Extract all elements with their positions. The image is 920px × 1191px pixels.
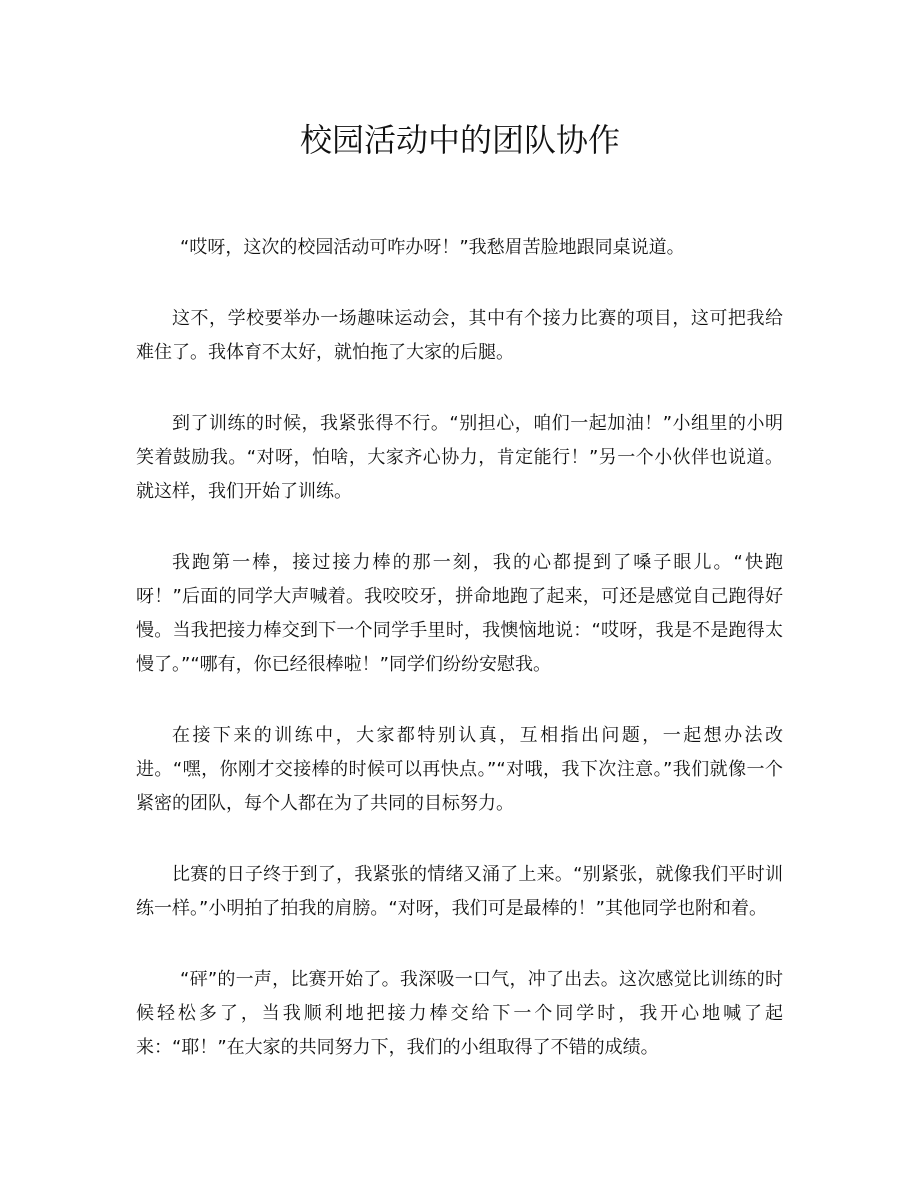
paragraph-6: 比赛的日子终于到了，我紧张的情绪又涌了上来。“别紧张，就像我们平时训练一样。”小明拍了拍我的肩膀。“对呀，我们可是最棒的！”其他同学也附和着。 (136, 864, 783, 919)
paragraph-7: “砰”的一声，比赛开始了。我深吸一口气，冲了出去。这次感觉比训练的时候轻松多了，当我顺利地把接力棒交给下一个同学时，我开心地喊了起来：“耶！”在大家的共同努力下，我们的小组取得了不错的成绩。 (136, 969, 783, 1058)
document-body (136, 231, 783, 1102)
paragraph-4: 我跑第一棒，接过接力棒的那一刻，我的心都提到了嗓子眼儿。“快跑呀！”后面的同学大声喊着。我咬咬牙，拼命地跑了起来，可还是感觉自己跑得好慢。当我把接力棒交到下一个同学手里时，我懊恼地说：“哎呀，我是不是跑得太慢了。”“哪有，你已经很棒啦！”同学们纷纷安慰我。 (136, 552, 783, 675)
document-title: 校园活动中的团队协作 (299, 121, 620, 159)
paragraph-5: 在接下来的训练中，大家都特别认真，互相指出问题，一起想办法改进。“嘿，你刚才交接棒的时候可以再快点。”“对哦，我下次注意。”我们就像一个紧密的团队，每个人都在为了共同的目标努力。 (136, 725, 783, 814)
paragraph-1: “哎呀，这次的校园活动可咋办呀！”我愁眉苦脸地跟同桌说道。 (180, 237, 685, 258)
paragraph-3: 到了训练的时候，我紧张得不行。“别担心，咱们一起加油！”小组里的小明笑着鼓励我。“对呀，怕啥，大家齐心协力，肯定能行！”另一个小伙伴也说道。就这样，我们开始了训练。 (136, 413, 783, 502)
paragraph-2: 这不，学校要举办一场趣味运动会，其中有个接力比赛的项目，这可把我给难住了。我体育不太好，就怕拖了大家的后腿。 (136, 308, 783, 363)
